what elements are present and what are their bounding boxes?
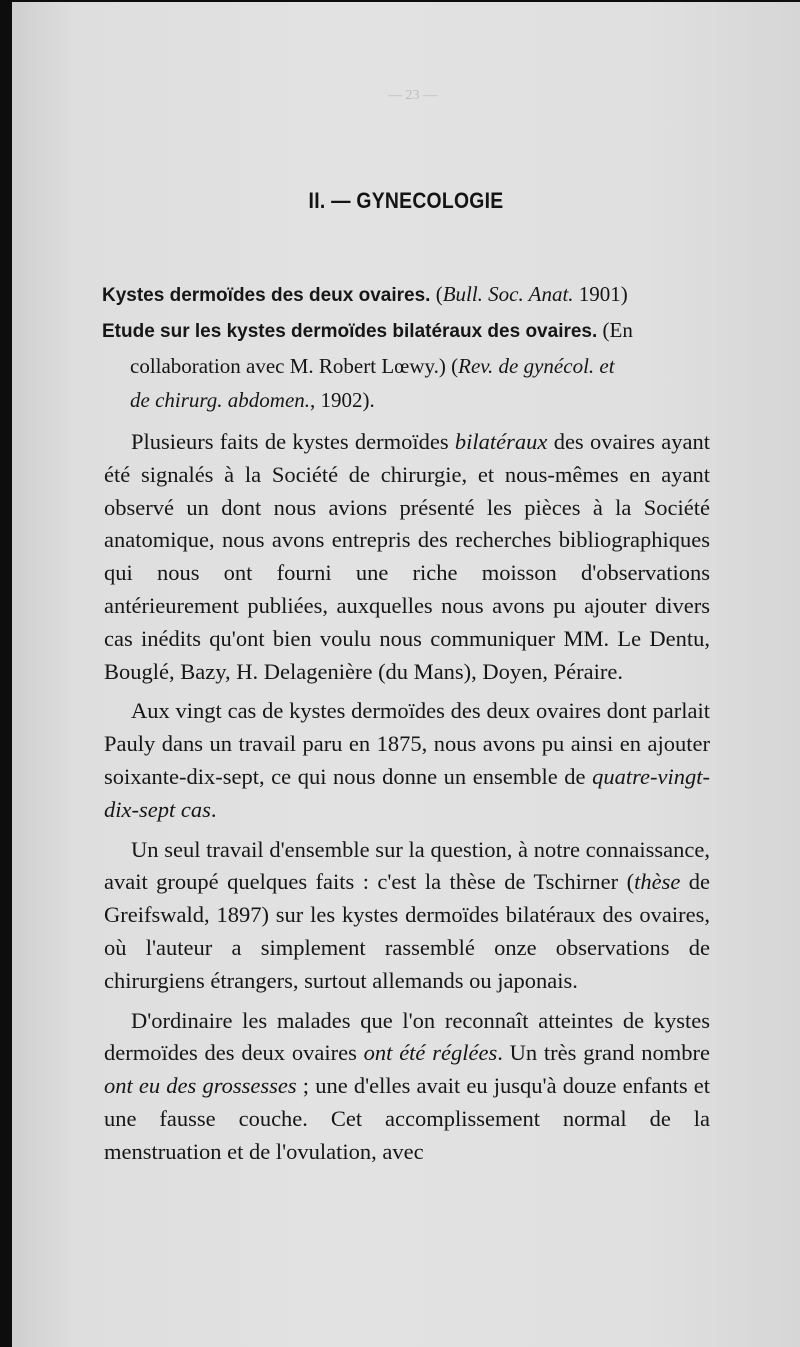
reference-1-source-open: ( [430, 282, 443, 306]
reference-2-journal-part2: de chirurg. abdomen. [130, 388, 311, 412]
paragraph-3-text-cont: de Greifswald, 1897) sur les kystes dermoïdes bilatéraux des ovaires, où l'auteur a simplement rassemblé onze observations de chirurgiens étrangers, surtout allemands ou japonais. [104, 869, 710, 993]
reference-2-journal-close: , 1902). [310, 388, 375, 412]
document-page [12, 2, 800, 1347]
paragraph-2-text: Aux vingt cas de kystes dermoïdes des deux ovaires dont parlait Pauly dans un travail paru en 1875, nous avons pu ainsi en ajouter soixante-dix-sept, ce qui nous donne un ensemble de [104, 698, 710, 789]
paragraph-4-text-cont: . Un très grand nombre [497, 1040, 710, 1066]
reference-1-source: Bull. Soc. Anat. [442, 282, 574, 306]
paragraph-2-text-cont: . [210, 796, 217, 822]
paragraph-4-text-end: ; une d'elles avait eu jusqu'à douze enfants et une fausse couche. Cet accomplissement normal de la menstruation et de l'ovulation, avec [104, 1073, 710, 1164]
paragraph-4 [104, 1005, 710, 1169]
paragraph-3-text: Un seul travail d'ensemble sur la question, à notre connaissance, avait groupé quelques faits : c'est la thèse de Tschirner ( [104, 836, 710, 895]
reference-1-source-close: 1901) [573, 282, 628, 306]
reference-2-collab-line2: collaboration avec M. Robert Lœwy.) ( [130, 354, 459, 378]
paragraph-4-italic-2: ont eu des grossesses [104, 1073, 297, 1099]
paragraph-4-italic: ont été réglées [363, 1040, 498, 1066]
reference-1 [102, 277, 712, 313]
reference-1-title: Kystes dermoïdes des deux ovaires. [102, 285, 431, 306]
body-text [104, 426, 710, 1176]
bibliography-references [102, 277, 712, 417]
section-title: II. — GYNECOLOGIE [308, 188, 504, 213]
paragraph-1-text: Plusieurs faits de kystes dermoïdes [131, 429, 455, 454]
reference-2-collab: (En [597, 318, 633, 342]
reference-2-title: Etude sur les kystes dermoïdes bilatéraux des ovaires. [102, 321, 598, 342]
reference-2-journal-part1: Rev. de gynécol. et [458, 354, 615, 378]
reference-2 [102, 313, 712, 349]
paragraph-2 [104, 695, 710, 826]
paragraph-2-italic: quatre-vingt-dix-sept cas [104, 763, 710, 822]
paragraph-1 [104, 426, 710, 688]
page-folio: — 23 — [388, 88, 437, 103]
paragraph-1-text-cont: des ovaires ayant été signalés à la Société de chirurgie, et nous-mêmes en ayant observé un dont nous avions présenté les pièces à la Société anatomique, nous avons entrepris des recherches bibliographiques qui nous ont fourni une riche moisson d'observations antérieurement publiées, auxquelles nous avons pu ajouter divers cas inédits qu'ont bien voulu nous communiquer MM. Le Dentu, Bouglé, Bazy, H. Delagenière (du Mans), Doyen, Péraire. [104, 429, 710, 684]
reference-2-continued-2 [102, 383, 712, 417]
paragraph-1-italic: bilatéraux [454, 429, 548, 454]
paragraph-3-italic: thèse [634, 869, 681, 895]
paragraph-4-text: D'ordinaire les malades que l'on reconnaît atteintes de kystes dermoïdes des deux ovaires [104, 1007, 710, 1066]
paragraph-3 [104, 834, 710, 998]
reference-2-continued [102, 349, 712, 383]
